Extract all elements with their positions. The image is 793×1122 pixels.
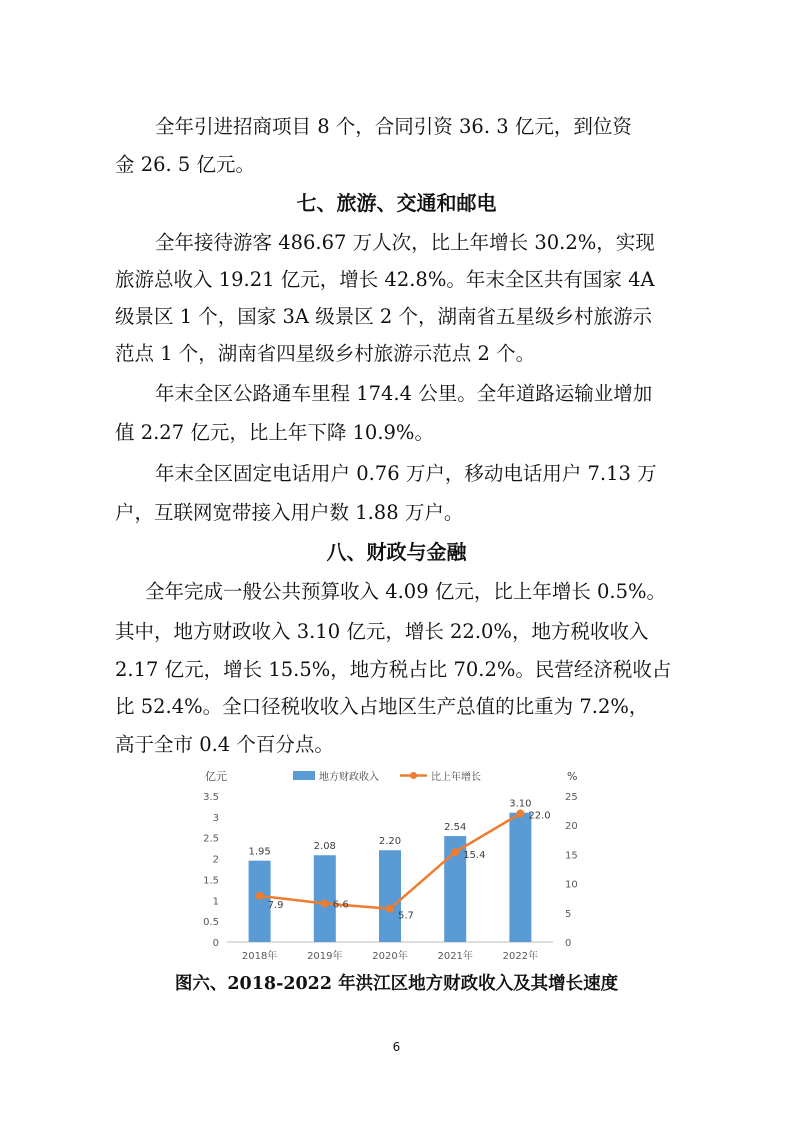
chart-caption: 图六、2018-2022 年洪江区地方财政收入及其增长速度 (174, 974, 619, 994)
legend-line-label: 比上年增长 (431, 772, 481, 783)
bar-label-4: 3.10 (509, 798, 532, 810)
y-left-tick-0: 0 (212, 938, 219, 949)
s7-line-8: 户，互联网宽带接入用户数 1.88 万户。 (115, 501, 464, 524)
bar-label-3: 2.54 (444, 822, 467, 834)
bar-label-1: 2.08 (313, 841, 336, 853)
s8-line-5: 高于全市 0.4 个百分点。 (115, 733, 334, 756)
x-tick-0: 2018年 (241, 951, 278, 962)
growth-label-1: 6.6 (332, 899, 349, 911)
y-right-unit: % (567, 770, 578, 783)
y-left-tick-1: 0.5 (203, 917, 219, 929)
s8-line-3: 2.17 亿元，增长 15.5%，地方税占比 70.2%。民营经济税收占 (115, 658, 672, 681)
x-tick-2: 2020年 (372, 951, 408, 962)
growth-point-1 (321, 899, 329, 907)
s8-line-1: 全年完成一般公共预算收入 4.09 亿元，比上年增长 0.5%。 (145, 580, 667, 603)
legend-bar-swatch (293, 771, 315, 780)
growth-point-0 (256, 892, 264, 900)
y-right-tick-3: 15 (565, 850, 578, 862)
s7-line-2: 旅游总收入 19.21 亿元，增长 42.8%。年末全区共有国家 4A (115, 268, 655, 291)
growth-point-3 (451, 848, 459, 856)
y-left-tick-2: 1 (212, 896, 219, 908)
y-left-tick-4: 2 (212, 854, 219, 866)
section7-heading: 七、旅游、交通和邮电 (296, 191, 497, 215)
s7-line-6: 值 2.27 亿元，比上年下降 10.9%。 (115, 421, 434, 444)
y-left-tick-5: 2.5 (203, 833, 219, 845)
legend-line-marker (410, 772, 417, 779)
growth-label-2: 5.7 (398, 910, 414, 922)
finance-chart-svg (195, 760, 595, 975)
growth-point-4 (516, 810, 524, 818)
page-number: 6 (392, 1040, 401, 1054)
bar-label-0: 1.95 (248, 846, 271, 858)
y-right-tick-4: 20 (565, 821, 578, 833)
bar-2 (379, 850, 401, 942)
s7-line-3: 级景区 1 个，国家 3A 级景区 2 个，湖南省五星级乡村旅游示 (115, 305, 652, 328)
y-right-tick-2: 10 (565, 879, 578, 891)
y-left-tick-3: 1.5 (203, 875, 219, 887)
intro-line-2: 金 26. 5 亿元。 (115, 153, 256, 176)
growth-point-2 (386, 905, 394, 913)
x-tick-4: 2022年 (502, 951, 539, 962)
x-tick-3: 2021年 (437, 951, 473, 962)
s7-line-7: 年末全区固定电话用户 0.76 万户，移动电话用户 7.13 万 (155, 462, 657, 485)
y-right-tick-0: 0 (565, 938, 572, 949)
s8-line-4: 比 52.4%。全口径税收收入占地区生产总值的比重为 7.2%， (115, 695, 649, 718)
growth-label-3: 15.4 (463, 850, 486, 862)
y-right-tick-1: 5 (565, 908, 572, 920)
y-right-tick-5: 25 (565, 792, 578, 803)
y-left-tick-6: 3 (212, 812, 219, 824)
x-tick-1: 2019年 (307, 951, 343, 962)
intro-line-1: 全年引进招商项目 8 个，合同引资 36. 3 亿元，到位资 (155, 115, 632, 138)
bar-4 (509, 813, 531, 942)
s7-line-5: 年末全区公路通车里程 174.4 公里。全年道路运输业增加 (155, 382, 653, 405)
growth-label-0: 7.9 (267, 899, 284, 911)
s8-line-2: 其中，地方财政收入 3.10 亿元，增长 22.0%，地方税收收入 (115, 620, 649, 643)
legend-bar-label: 地方财政收入 (319, 772, 379, 783)
section8-heading: 八、财政与金融 (326, 540, 467, 564)
y-left-unit: 亿元 (205, 770, 227, 783)
finance-chart (195, 760, 595, 975)
y-left-tick-7: 3.5 (203, 792, 219, 803)
growth-label-4: 22.0 (528, 810, 551, 822)
s7-line-4: 范点 1 个，湖南省四星级乡村旅游示范点 2 个。 (115, 342, 536, 365)
bar-label-2: 2.20 (378, 836, 402, 848)
s7-line-1: 全年接待游客 486.67 万人次，比上年增长 30.2%，实现 (155, 231, 655, 254)
